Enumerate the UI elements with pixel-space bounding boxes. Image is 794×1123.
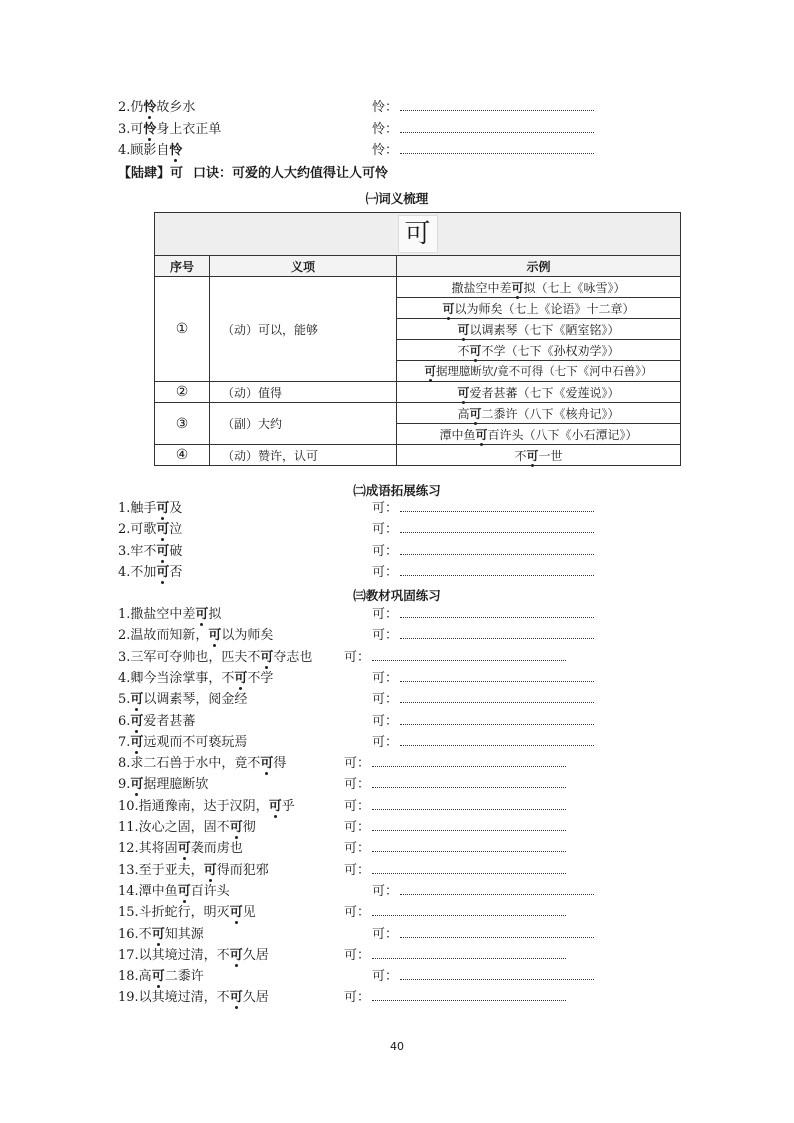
- key-char: 可: [229, 947, 243, 963]
- example-cell: 不可一世: [397, 445, 681, 466]
- exercise-item: 8.求二石兽于水中，竟不可得 可：: [118, 753, 286, 774]
- headword: 可: [398, 215, 438, 253]
- key-char: 可: [260, 649, 274, 665]
- answer-blank[interactable]: [400, 967, 594, 980]
- answer-blank[interactable]: [400, 520, 594, 533]
- key-char: 可: [151, 926, 165, 942]
- section-title-idioms: ㈡成语拓展练习: [353, 483, 441, 498]
- sense-number: ④: [155, 445, 210, 466]
- answer-blank[interactable]: [372, 946, 566, 959]
- answer-blank[interactable]: [372, 839, 566, 852]
- exercise-item: 7.可远观而不可亵玩焉 可：: [118, 732, 247, 753]
- exercise-item: 18.高可二黍许 可：: [118, 966, 204, 987]
- key-char: 可: [268, 798, 282, 814]
- example-cell: 可爱者甚蕃（七下《爱莲说》）: [397, 382, 681, 403]
- example-cell: 不可不学（七下《孙权劝学》）: [397, 340, 681, 361]
- answer-blank[interactable]: [400, 669, 594, 682]
- key-char: 可: [151, 969, 165, 985]
- exercise-item: 19.以其境过清，不可久居 可：: [118, 987, 269, 1008]
- sense-meaning: （副）大约: [210, 403, 397, 445]
- key-char: 可: [260, 756, 274, 772]
- key-char: 可: [203, 862, 217, 878]
- exercise-item: 3.三军可夺帅也，匹夫不可夺志也 可：: [118, 647, 312, 668]
- col-header-num: 序号: [155, 256, 210, 277]
- answer-blank[interactable]: [400, 98, 594, 111]
- sense-meaning: （动）赞许，认可: [210, 445, 397, 466]
- exercise-item: 10.指通豫南，达于汉阴，可乎 可：: [118, 796, 295, 817]
- example-cell: 高可二黍许（八下《核舟记》）: [397, 403, 681, 424]
- col-header-examples: 示例: [397, 256, 681, 277]
- idiom-item: 1.触手可及 可：: [118, 498, 182, 519]
- answer-blank[interactable]: [372, 903, 566, 916]
- key-char: 可: [156, 564, 170, 580]
- answer-blank[interactable]: [400, 733, 594, 746]
- answer-blank[interactable]: [400, 499, 594, 512]
- answer-blank[interactable]: [400, 141, 594, 154]
- exercise-item: 17.以其境过清，不可久居 可：: [118, 945, 269, 966]
- top-item: 2.仍怜故乡水 怜：: [118, 97, 195, 118]
- key-char: 可: [130, 692, 144, 708]
- exercise-item: 14.潭中鱼可百许头 可：: [118, 881, 230, 902]
- top-item: 3.可怜身上衣正单 怜：: [118, 119, 221, 140]
- table-row: [155, 403, 681, 424]
- example-cell: 撒盐空中差可拟（七上《咏雪》）: [397, 277, 681, 298]
- table-row: [155, 382, 681, 403]
- sense-number: ③: [155, 403, 210, 445]
- key-char: 可: [130, 713, 144, 729]
- col-header-meaning: 义项: [210, 256, 397, 277]
- sense-meaning: （动）可以，能够: [210, 277, 397, 382]
- sense-number: ②: [155, 382, 210, 403]
- answer-blank[interactable]: [372, 988, 566, 1001]
- answer-blank[interactable]: [372, 861, 566, 874]
- sense-meaning: （动）值得: [210, 382, 397, 403]
- table-row: [155, 445, 681, 466]
- key-char: 可: [177, 883, 191, 899]
- example-cell: 可以调素琴（七下《陋室铭》）: [397, 319, 681, 340]
- exercise-item: 16.不可知其源 可：: [118, 924, 204, 945]
- answer-blank[interactable]: [400, 605, 594, 618]
- key-char: 可: [156, 501, 170, 516]
- key-char: 怜: [143, 122, 157, 137]
- idiom-item: 2.可歌可泣 可：: [118, 519, 182, 540]
- exercise-item: 9.可据理臆断欤 可：: [118, 774, 208, 795]
- key-char: 可: [130, 777, 144, 793]
- answer-blank[interactable]: [400, 925, 594, 938]
- exercise-item: 11.汝心之固，固不可彻 可：: [118, 817, 256, 838]
- exercise-item: 15.斗折蛇行，明灭可见 可：: [118, 902, 256, 923]
- answer-blank[interactable]: [400, 626, 594, 639]
- answer-blank[interactable]: [372, 648, 566, 661]
- exercise-item: 13.至于亚夫，可得而犯邪 可：: [118, 860, 269, 881]
- answer-blank[interactable]: [400, 120, 594, 133]
- answer-blank[interactable]: [400, 690, 594, 703]
- answer-blank[interactable]: [372, 754, 566, 767]
- exercise-item: 4.卿今当涂掌事，不可不学 可：: [118, 668, 273, 689]
- key-char: 可: [208, 628, 222, 644]
- idiom-item: 4.不加可否 可：: [118, 562, 182, 583]
- section-title-exercises: ㈢教材巩固练习: [353, 588, 441, 603]
- key-char: 可: [229, 820, 243, 835]
- answer-blank[interactable]: [372, 797, 566, 810]
- key-char: 可: [234, 670, 248, 686]
- answer-blank[interactable]: [372, 818, 566, 831]
- answer-blank[interactable]: [400, 542, 594, 555]
- table-row: [155, 277, 681, 298]
- exercise-item: 2.温故而知新，可以为师矣 可：: [118, 625, 273, 646]
- key-char: 可: [156, 522, 170, 538]
- exercise-item: 1.撒盐空中差可拟 可：: [118, 604, 221, 625]
- sense-number: ①: [155, 277, 210, 382]
- key-char: 可: [229, 990, 243, 1006]
- top-item: 4.顾影自怜 怜：: [118, 140, 182, 161]
- page-number: 40: [390, 1040, 404, 1053]
- answer-blank[interactable]: [400, 563, 594, 576]
- idiom-item: 3.牢不可破 可：: [118, 541, 182, 562]
- example-cell: 潭中鱼可百许头（八下《小石潭记》）: [397, 424, 681, 445]
- example-cell: 可以为师矣（七上《论语》十二章）: [397, 298, 681, 319]
- answer-blank[interactable]: [372, 775, 566, 788]
- key-char: 怜: [169, 143, 183, 158]
- key-char: 怜: [143, 100, 157, 115]
- char-header-cell: [155, 213, 681, 256]
- key-char: 可: [229, 905, 243, 921]
- key-char: 可: [177, 841, 191, 857]
- mnemonic: 【陆肆】可 口诀：可爱的人大约值得让人可怜: [118, 166, 389, 181]
- example-cell: 可据理臆断欤/竟不可得（七下《河中石兽》）: [397, 361, 681, 382]
- key-char: 可: [130, 734, 144, 750]
- exercise-item: 6.可爱者甚蕃 可：: [118, 711, 195, 732]
- exercise-item: 12.其将固可袭而虏也 可：: [118, 838, 243, 859]
- gloss-table: [154, 212, 681, 466]
- answer-blank[interactable]: [400, 712, 594, 725]
- key-char: 可: [156, 543, 170, 559]
- exercise-item: 5.可以调素琴，阅金经 可：: [118, 689, 247, 710]
- key-char: 可: [195, 607, 209, 622]
- answer-blank[interactable]: [400, 882, 594, 895]
- section-title-gloss: ㈠词义梳理: [365, 191, 429, 206]
